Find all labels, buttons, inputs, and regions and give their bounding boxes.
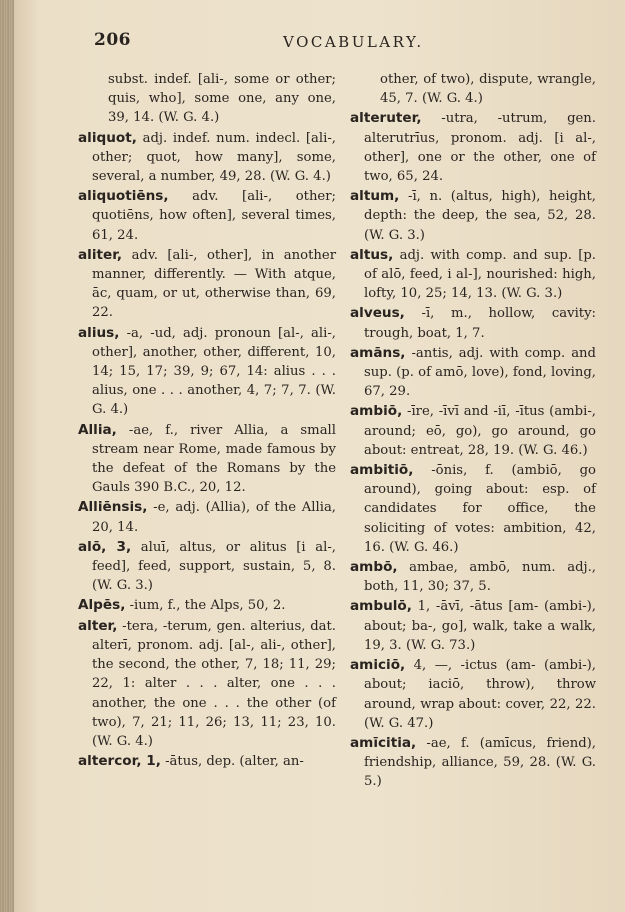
book-gutter	[0, 0, 14, 912]
definition: -ī, n. (altus, high), height, depth: the deep, the sea, 52, 28. (W. G. 3.)	[364, 189, 596, 243]
headword: ambulō,	[350, 598, 412, 615]
definition: -ōnis, f. (ambiō, go around), going about: esp. of candidates for office, the soliciting of votes: ambition, 42, 16. (W. G. 46.)	[364, 463, 596, 555]
headword: alō, 3,	[78, 538, 132, 555]
entry-alter	[78, 617, 336, 751]
definition: ambae, ambō, num. adj., both, 11, 30; 37, 5.	[364, 560, 596, 595]
running-title: VOCABULARY.	[283, 33, 424, 51]
definition: -tera, -terum, gen. alterius, dat. alterī, pronom. adj. [al-, ali-, other], the second, the other, 7, 18; 11, 29; 22, 1: alter . . . alter, one . . . another, the one . . . the other (of two), 7, 21; 11, 26; 13, 11; 23, 10. (W. G. 4.)	[92, 618, 336, 749]
definition: adj. with comp. and sup. [p. of alō, feed, i al-], nourished: high, lofty, 10, 25; 14, 13. (W. G. 3.)	[364, 247, 596, 302]
headword: altum,	[350, 188, 400, 205]
entry-altercor	[78, 752, 336, 771]
definition: -īre, -īvī and -iī, -ītus (ambi-, around; eō, go), go around, go about: entreat, 28, 19. (W. G. 46.)	[364, 404, 596, 458]
entry-alveus	[350, 304, 596, 342]
running-head	[0, 30, 625, 54]
definition: adv. [ali-, other], in another manner, differently. — With atque, āc, quam, or ut, otherwise than, 69, 22.	[92, 247, 336, 321]
headword: ambō,	[350, 559, 398, 576]
entry-ambio	[350, 402, 596, 460]
definition: -ātus, dep. (alter, an-	[160, 754, 304, 770]
entry-ambulo	[350, 597, 596, 655]
entry-continuation: subst. indef. [ali-, some or other; quis, who], some one, any one, 39, 14. (W. G. 4.)	[108, 72, 336, 126]
entry-altus	[350, 246, 596, 304]
entry-alteruter	[350, 109, 596, 186]
definition: -ae, f., river Allia, a small stream near Rome, made famous by the defeat of the Romans by the Gauls 390 B.C., 20, 12.	[92, 422, 336, 496]
definition: 4, —, -ictus (am- (ambi-), about; iaciō, throw), throw around, wrap about: cover, 22, 22. (W. G. 47.)	[364, 658, 596, 731]
definition: -a, -ud, adj. pronoun [al-, ali-, other], another, other, different, 10, 14; 15, 17; 39, 9; 67, 14: alius . . . alius, one . . . another, 4, 7; 7, 7. (W. G. 4.)	[92, 325, 336, 418]
headword: aliter,	[78, 246, 123, 263]
headword: alveus,	[350, 305, 405, 322]
entry-alo	[78, 538, 336, 596]
headword: Alliēnsis,	[78, 499, 148, 516]
headword: Alpēs,	[78, 597, 126, 614]
entry-amicio	[350, 656, 596, 733]
left-column	[78, 70, 336, 772]
headword: Allia,	[78, 421, 117, 438]
entry-alliensis	[78, 498, 336, 536]
headword: amāns,	[350, 344, 406, 361]
definition: -utra, -utrum, gen. alterutrīus, pronom. adj. [i al-, other], one or the other, one of two, 65, 24.	[364, 111, 596, 185]
definition: 1, -āvī, -ātus [am- (ambi-), about; ba-, go], walk, take a walk, 19, 3. (W. G. 73.)	[364, 599, 596, 653]
definition: -e, adj. (Allia), of the Allia, 20, 14.	[92, 500, 336, 535]
definition: -antis, adj. with comp. and sup. (p. of amō, love), fond, loving, 67, 29.	[364, 345, 596, 400]
entry-continuation: other, of two), dispute, wrangle, 45, 7. (W. G. 4.)	[380, 72, 596, 107]
headword: aliquot,	[78, 129, 137, 146]
definition: adj. indef. num. indecl. [ali-, other; quot, how many], some, several, a number, 49, 28. (W. G. 4.)	[92, 130, 336, 185]
definition: -ium, f., the Alps, 50, 2.	[125, 598, 286, 614]
entry-alius	[78, 324, 336, 420]
entry-aliquotiens	[78, 187, 336, 245]
entry-altum	[350, 187, 596, 245]
headword: amīcitia,	[350, 734, 417, 751]
headword: alteruter,	[350, 110, 422, 127]
headword: aliquotiēns,	[78, 188, 169, 205]
headword: ambiō,	[350, 403, 403, 420]
right-column	[350, 70, 596, 793]
headword: alius,	[78, 324, 120, 341]
entry-ambitio	[350, 461, 596, 557]
definition: -ae, f. (amīcus, friend), friendship, alliance, 59, 28. (W. G. 5.)	[364, 735, 596, 790]
headword: amiciō,	[350, 657, 406, 674]
definition: aluī, altus, or alitus [i al-, feed], feed, support, sustain, 5, 8. (W. G. 3.)	[92, 539, 336, 594]
headword: alter,	[78, 617, 118, 634]
headword: altercor, 1,	[78, 753, 161, 770]
definition: adv. [ali-, other; quotiēns, how often], several times, 61, 24.	[92, 189, 336, 243]
headword: altus,	[350, 246, 394, 263]
entry-amicitia	[350, 734, 596, 792]
entry-allia	[78, 421, 336, 498]
entry-aliter	[78, 246, 336, 323]
entry-ambo	[350, 558, 596, 596]
entry-amans	[350, 344, 596, 402]
entry-alpes	[78, 596, 336, 615]
definition: -ī, m., hollow, cavity: trough, boat, 1, 7.	[364, 306, 596, 341]
page-number: 206	[94, 30, 131, 50]
entry-aliquot	[78, 129, 336, 187]
headword: ambitiō,	[350, 462, 414, 479]
